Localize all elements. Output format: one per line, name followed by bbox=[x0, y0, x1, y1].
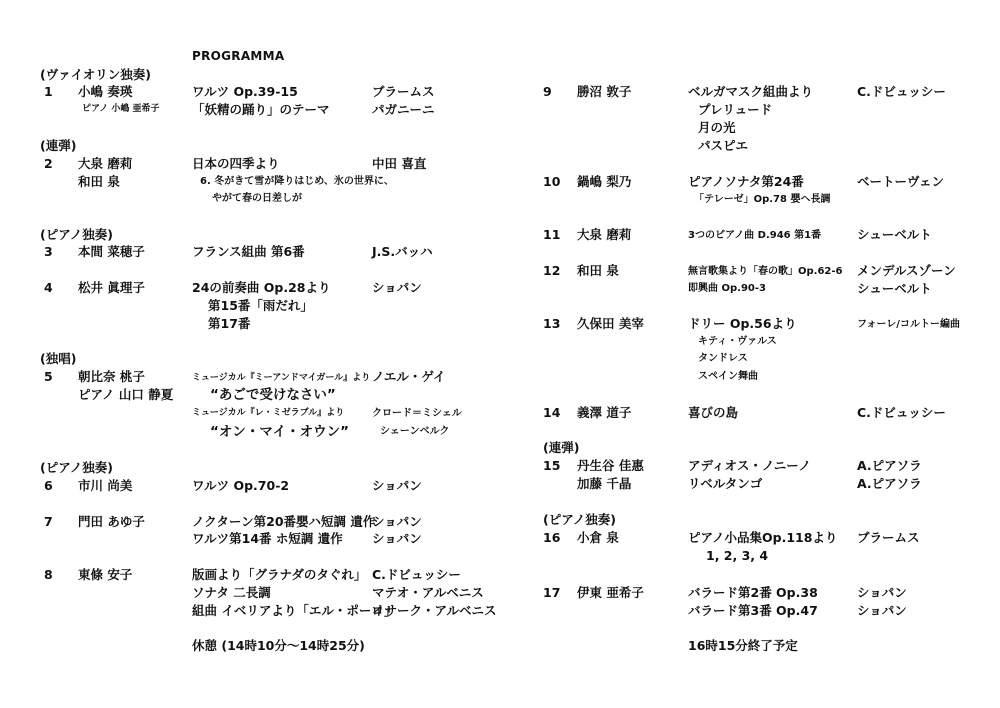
work-title: 無言歌集より「春の歌」Op.62-6 bbox=[688, 266, 843, 277]
work-title: 即興曲 Op.90-3 bbox=[688, 283, 766, 294]
composer: シューベルト bbox=[857, 227, 932, 242]
item-number: 16 bbox=[543, 530, 561, 545]
work-title: ソナタ 二長調 bbox=[192, 585, 271, 600]
performer-name: 東條 安子 bbox=[78, 567, 133, 582]
work-title: ワルツ Op.70-2 bbox=[192, 478, 290, 493]
performer-name: 市川 尚美 bbox=[78, 478, 133, 493]
page-title: PROGRAMMA bbox=[192, 49, 285, 63]
performer-name: 勝沼 敦子 bbox=[577, 84, 632, 99]
work-title: ピアノ小品集Op.118より bbox=[688, 530, 838, 545]
movement: タンドレス bbox=[698, 353, 748, 364]
work-title: “あごで受けなさい” bbox=[210, 387, 336, 403]
work-title: ベルガマスク組曲より bbox=[688, 84, 814, 99]
composer: ショパン bbox=[857, 603, 907, 618]
composer: ブラームス bbox=[857, 530, 920, 545]
item-number: 8 bbox=[44, 567, 53, 582]
composer: ショパン bbox=[857, 585, 907, 600]
composer: メンデルスゾーン bbox=[857, 263, 956, 278]
composer: C.ドビュッシー bbox=[372, 567, 461, 582]
composer: ショパン bbox=[372, 514, 422, 529]
performer-name: 和田 泉 bbox=[78, 174, 120, 189]
composer: ショパン bbox=[372, 280, 422, 295]
work-title: 3つのピアノ曲 D.946 第1番 bbox=[688, 230, 822, 241]
work-title: “オン・マイ・オウン” bbox=[210, 424, 349, 440]
performer-name: 伊東 亜希子 bbox=[577, 585, 644, 600]
work-title: バラード第2番 Op.38 bbox=[688, 585, 818, 600]
item-number: 7 bbox=[44, 514, 53, 529]
composer: 中田 喜直 bbox=[372, 156, 427, 171]
item-number: 17 bbox=[543, 585, 561, 600]
item-number: 2 bbox=[44, 156, 53, 171]
composer: シェーンベルク bbox=[380, 426, 450, 437]
item-number: 3 bbox=[44, 244, 53, 259]
performer-name: 丹生谷 佳惠 bbox=[577, 458, 644, 473]
item-number: 13 bbox=[543, 316, 561, 331]
item-number: 11 bbox=[543, 227, 561, 242]
section-heading: (ピアノ独奏) bbox=[40, 227, 113, 242]
performer-name: 義澤 道子 bbox=[577, 405, 632, 420]
performer-name: 鍋嶋 梨乃 bbox=[577, 174, 632, 189]
composer: A.ピアソラ bbox=[857, 476, 922, 491]
work-source: ミュージカル『ミーアンドマイガール』より bbox=[192, 373, 371, 383]
section-heading: (ヴァイオリン独奏) bbox=[40, 67, 151, 82]
movement: キティ・ヴァルス bbox=[698, 336, 777, 347]
composer: J.S.バッハ bbox=[372, 244, 433, 259]
work-title: リベルタンゴ bbox=[688, 476, 763, 491]
accompanist: ピアノ 小嶋 亜希子 bbox=[82, 104, 160, 114]
section-heading: (独唱) bbox=[40, 351, 77, 366]
movement: 1, 2, 3, 4 bbox=[706, 548, 769, 563]
composer: イサーク・アルベニス bbox=[372, 603, 497, 618]
composer: パガニーニ bbox=[372, 102, 435, 117]
composer: ショパン bbox=[372, 531, 422, 546]
performer-name: 大泉 磨莉 bbox=[78, 156, 133, 171]
work-title: ピアノソナタ第24番 bbox=[688, 174, 804, 189]
performer-name: 大泉 磨莉 bbox=[577, 227, 632, 242]
performer-name: 加藤 千晶 bbox=[577, 476, 632, 491]
performer-name: 門田 あゆ子 bbox=[78, 514, 145, 529]
movement: 6. 冬がきて雪が降りはじめ、氷の世界に、 bbox=[200, 176, 394, 187]
composer: A.ピアソラ bbox=[857, 458, 922, 473]
section-heading: (ピアノ独奏) bbox=[40, 460, 113, 475]
composer: フォーレ/コルトー編曲 bbox=[857, 319, 960, 330]
section-heading: (ピアノ独奏) bbox=[543, 512, 616, 527]
section-heading: (連弾) bbox=[40, 138, 77, 153]
composer: C.ドビュッシー bbox=[857, 405, 946, 420]
work-title: ノクターン第20番嬰ハ短調 遺作 bbox=[192, 514, 376, 529]
intermission-note: 休憩 (14時10分～14時25分) bbox=[192, 638, 365, 653]
movement: やがて春の日差しが bbox=[212, 193, 302, 204]
work-title: ドリー Op.56より bbox=[688, 316, 797, 331]
composer: ノエル・ゲイ bbox=[372, 369, 446, 384]
movement: 第15番「雨だれ」 bbox=[208, 298, 313, 313]
work-title: バラード第3番 Op.47 bbox=[688, 603, 818, 618]
work-title: 「妖精の踊り」のテーマ bbox=[192, 102, 330, 117]
work-title: フランス組曲 第6番 bbox=[192, 244, 305, 259]
accompanist: ピアノ 山口 静夏 bbox=[78, 387, 174, 402]
item-number: 10 bbox=[543, 174, 561, 189]
work-source: ミュージカル『レ・ミゼラブル』より bbox=[192, 408, 345, 418]
performer-name: 久保田 美宰 bbox=[577, 316, 644, 331]
movement: 月の光 bbox=[698, 120, 736, 135]
item-number: 6 bbox=[44, 478, 53, 493]
item-number: 9 bbox=[543, 84, 552, 99]
end-time-note: 16時15分終了予定 bbox=[688, 638, 798, 653]
work-title: ワルツ Op.39-15 bbox=[192, 84, 298, 99]
performer-name: 本間 菜穂子 bbox=[78, 244, 145, 259]
work-title: 喜びの島 bbox=[688, 405, 739, 420]
work-title: ワルツ第14番 ホ短調 遺作 bbox=[192, 531, 343, 546]
work-title: 24の前奏曲 Op.28より bbox=[192, 280, 331, 295]
composer: ベートーヴェン bbox=[857, 174, 945, 189]
performer-name: 和田 泉 bbox=[577, 263, 619, 278]
item-number: 1 bbox=[44, 84, 53, 99]
composer: C.ドビュッシー bbox=[857, 84, 946, 99]
section-heading: (連弾) bbox=[543, 440, 580, 455]
performer-name: 松井 眞理子 bbox=[78, 280, 145, 295]
movement: パスピエ bbox=[698, 138, 749, 153]
work-title: 組曲 イベリアより「エル・ポーロ」 bbox=[192, 603, 397, 618]
item-number: 15 bbox=[543, 458, 561, 473]
composer: マテオ・アルベニス bbox=[372, 585, 484, 600]
performer-name: 朝比奈 桃子 bbox=[78, 369, 145, 384]
performer-name: 小倉 泉 bbox=[577, 530, 619, 545]
work-title: 日本の四季より bbox=[192, 156, 280, 171]
item-number: 4 bbox=[44, 280, 53, 295]
movement: スペイン舞曲 bbox=[698, 371, 758, 382]
work-title: アディオス・ノニーノ bbox=[688, 458, 812, 473]
composer: クロード＝ミシェル bbox=[372, 408, 462, 419]
item-number: 12 bbox=[543, 263, 561, 278]
movement: プレリュード bbox=[698, 102, 773, 117]
composer: ブラームス bbox=[372, 84, 435, 99]
performer-name: 小嶋 奏瑛 bbox=[78, 84, 133, 99]
item-number: 14 bbox=[543, 405, 561, 420]
work-subtitle: 「テレーゼ」Op.78 嬰ヘ長調 bbox=[694, 194, 831, 205]
movement: 第17番 bbox=[208, 316, 251, 331]
item-number: 5 bbox=[44, 369, 53, 384]
work-title: 版画より「グラナダのタぐれ」 bbox=[192, 567, 367, 582]
composer: ショパン bbox=[372, 478, 422, 493]
composer: シューベルト bbox=[857, 281, 932, 296]
